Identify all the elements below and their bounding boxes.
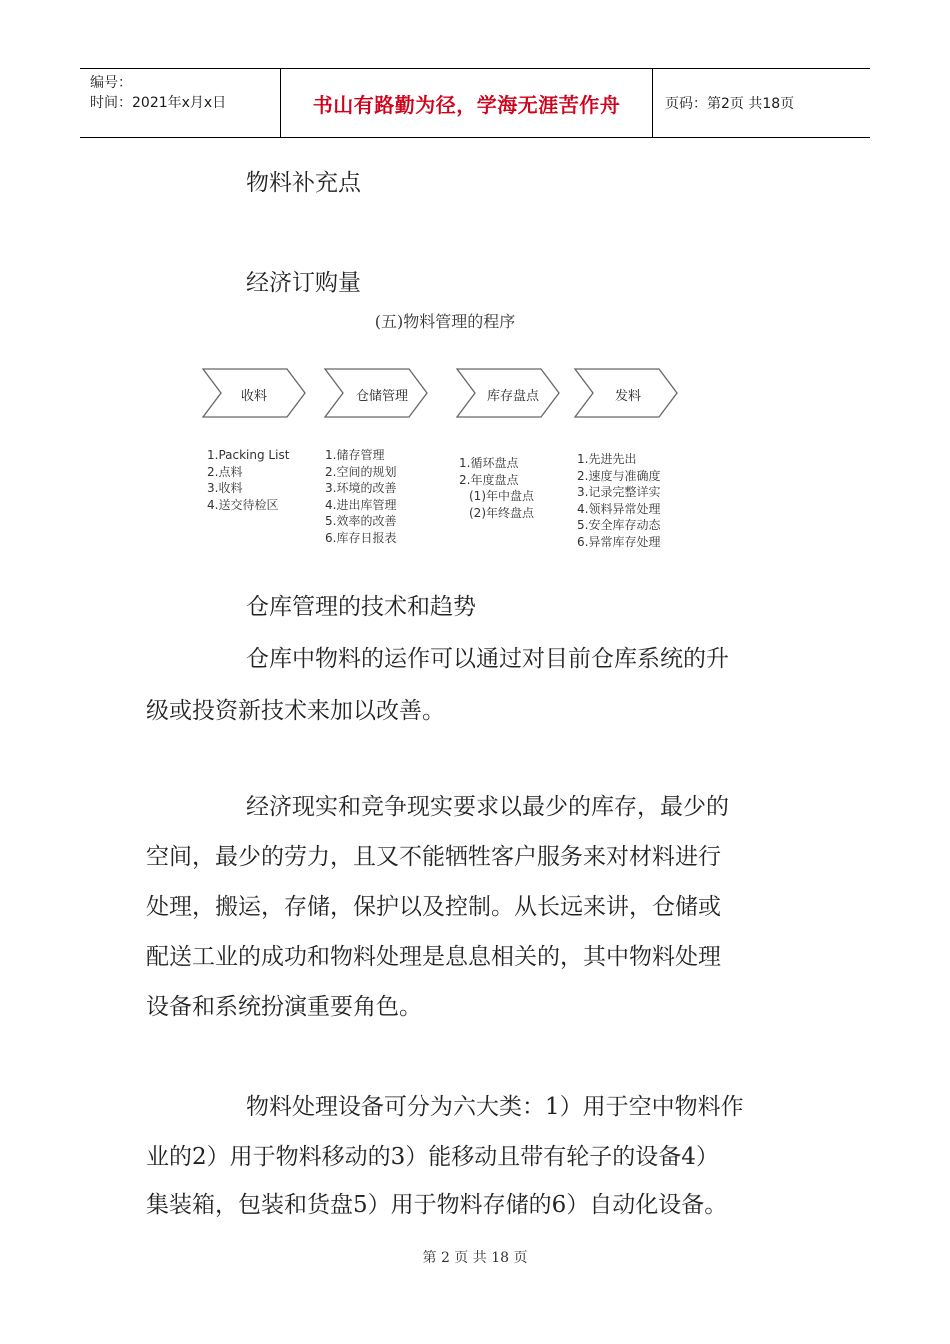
paragraph-equipment-line-1: 物料处理设备可分为六大类：1）用于空中物料作 [246,1094,744,1120]
paragraph-economy-line-1: 经济现实和竞争现实要求以最少的库存，最少的 [246,794,729,820]
paragraph-heading-trends: 仓库管理的技术和趋势 [246,594,476,620]
step-label-storage: 仓储管理 [356,389,409,404]
list-item: 5.效率的改善 [325,514,397,528]
list-item: 1.循环盘点 [459,456,519,470]
time-label: 时间：2021年x月x日 [90,95,227,111]
list-item: 1.储存管理 [325,448,385,462]
step-list-inventory [459,455,534,521]
step-list-issue [577,451,660,550]
paragraph-equipment-line-2: 业的2）用于物料移动的3）能移动且带有轮子的设备4） [146,1144,719,1170]
step-label-inventory: 库存盘点 [487,389,540,404]
list-item: (1)年中盘点 [469,489,534,503]
list-item: 2.点料 [207,464,243,479]
paragraph-eoq: 经济订购量 [246,270,361,296]
list-item: 1.先进先出 [577,452,637,466]
list-item: 6.库存日报表 [325,530,397,545]
paragraph-upgrade-line-2: 级或投资新技术来加以改善。 [146,698,445,724]
step-list-storage [325,447,396,546]
list-item: (2)年终盘点 [469,505,534,520]
list-item: 2.年度盘点 [459,472,519,487]
list-item: 4.送交待检区 [207,497,279,512]
list-item: 1.Packing List [207,448,290,462]
step-label-issue: 发料 [615,389,642,404]
paragraph-economy-line-3: 处理，搬运，存储，保护以及控制。从长远来讲，仓储或 [146,894,721,920]
paragraph-economy-line-5: 设备和系统扮演重要角色。 [146,994,422,1020]
list-item: 2.空间的规划 [325,464,397,479]
paragraph-upgrade-line-1: 仓库中物料的运作可以通过对目前仓库系统的升 [246,646,729,672]
number-label: 编号： [90,75,132,91]
step-label-receive: 收料 [241,389,268,404]
list-item: 5.安全库存动态 [577,518,661,532]
process-diagram [195,305,695,560]
list-item: 4.进出库管理 [325,497,397,512]
step-list-receive [207,447,289,513]
list-item: 3.收料 [207,481,243,495]
list-item: 3.环境的改善 [325,481,397,495]
diagram-title: (五)物料管理的程序 [374,312,516,331]
paragraph-reorder-point: 物料补充点 [246,170,361,196]
list-item: 4.领料异常处理 [577,501,661,516]
page-header [80,68,870,138]
paragraph-economy-line-2: 空间，最少的劳力，且又不能牺牲客户服务来对材料进行 [146,844,721,870]
header-meta [80,69,281,137]
list-item: 6.异常库存处理 [577,534,661,549]
page-footer: 第 2 页 共 18 页 [422,1250,528,1266]
header-page-info: 页码：第2页 共18页 [665,96,795,112]
paragraph-equipment-line-3: 集装箱，包装和货盘5）用于物料存储的6）自动化设备。 [146,1192,728,1218]
header-motto-cell [281,69,653,137]
paragraph-economy-line-4: 配送工业的成功和物料处理是息息相关的，其中物料处理 [146,944,721,970]
list-item: 2.速度与准确度 [577,468,661,483]
header-motto: 书山有路勤为径，学海无涯苦作舟 [312,92,621,117]
list-item: 3.记录完整详实 [577,485,661,499]
